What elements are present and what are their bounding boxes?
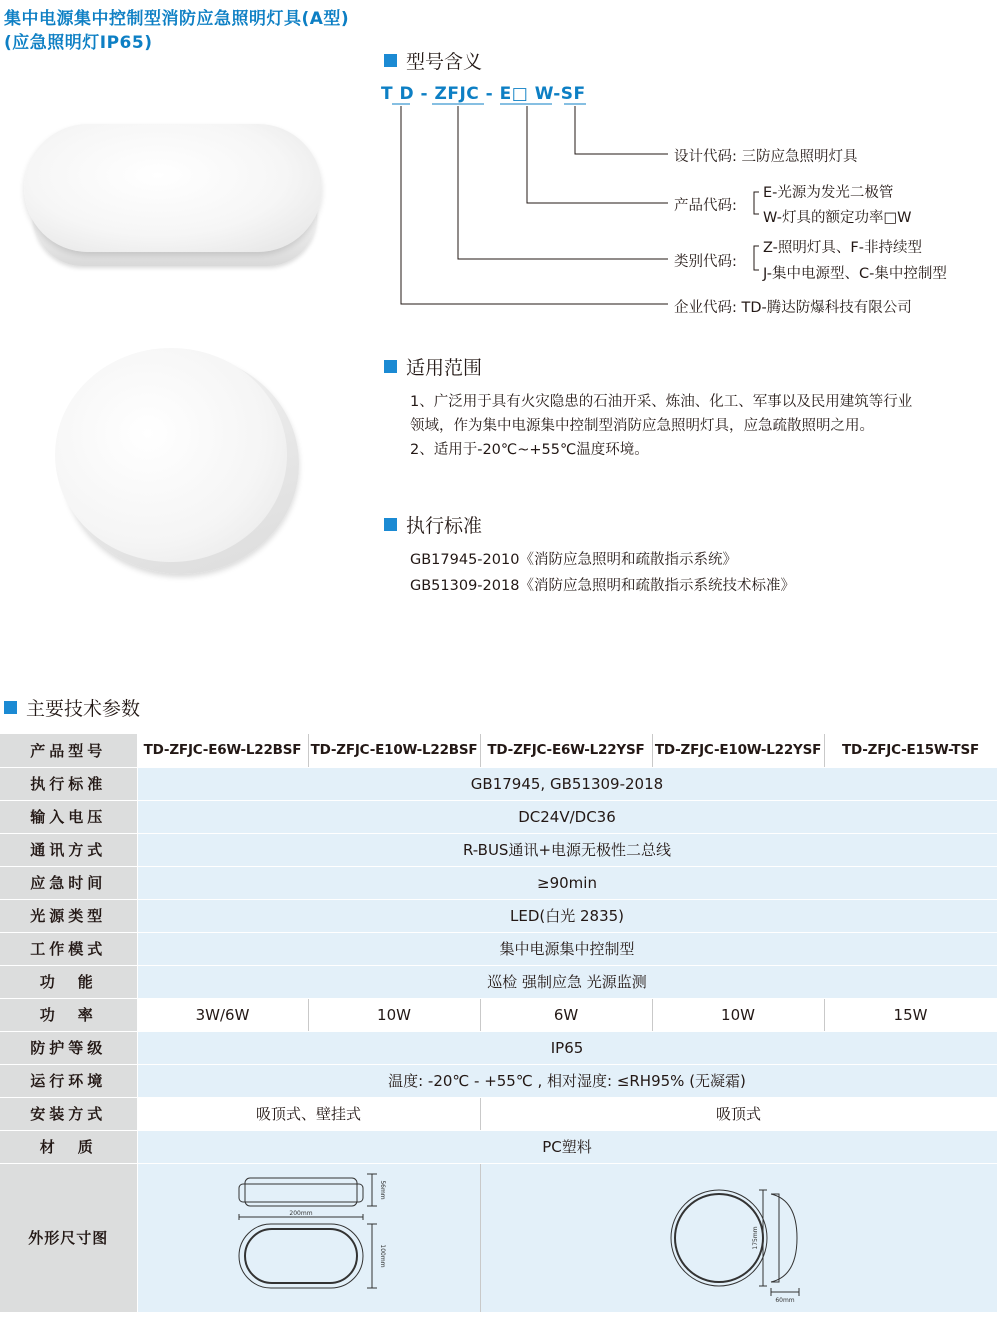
table-row — [0, 1130, 997, 1163]
table-row — [0, 1097, 997, 1130]
specs-table — [0, 734, 997, 1313]
scope-line-3: 2、适用于-20℃~+55℃温度环境。 — [410, 442, 649, 458]
environment-value: 温度: -20℃ - +55℃ , 相对湿度: ≤RH95% (无凝霜) — [137, 1064, 997, 1097]
model-cell: TD-ZFJC-E6W-L22YSF — [480, 734, 652, 767]
protection-label: 防护等级 — [0, 1031, 137, 1064]
page-title: 集中电源集中控制型消防应急照明灯具(A型) — [4, 9, 350, 29]
dimension-label: 外形尺寸图 — [0, 1163, 137, 1312]
page-subtitle: (应急照明灯IP65) — [4, 33, 153, 53]
model-cell: TD-ZFJC-E15W-TSF — [824, 734, 997, 767]
install-value-a: 吸顶式、壁挂式 — [137, 1097, 480, 1130]
oval-depth-label: 100mm — [378, 1243, 386, 1268]
model-label: 产品型号 — [0, 734, 137, 767]
company-code-label: 企业代码: TD-腾达防爆科技有限公司 — [674, 300, 912, 316]
oval-width-label: 200mm — [288, 1209, 313, 1217]
row-label: 通讯方式 — [0, 833, 137, 866]
table-row — [0, 833, 997, 866]
row-value: ≥90min — [137, 866, 997, 899]
category-code-item-1: Z-照明灯具、F-非持续型 — [763, 240, 922, 256]
row-value: 巡检 强制应急 光源监测 — [137, 965, 997, 998]
section-marker-icon — [384, 360, 397, 373]
row-value: GB17945, GB51309-2018 — [137, 767, 997, 800]
power-cell: 3W/6W — [137, 998, 308, 1031]
standard-line-2: GB51309-2018《消防应急照明和疏散指示系统技术标准》 — [410, 578, 795, 594]
table-row — [0, 734, 997, 767]
install-label: 安装方式 — [0, 1097, 137, 1130]
section-marker-icon — [4, 701, 17, 714]
category-code-item-2: J-集中电源型、C-集中控制型 — [763, 266, 947, 282]
table-row — [0, 1031, 997, 1064]
table-row — [0, 932, 997, 965]
row-label: 输入电压 — [0, 800, 137, 833]
standards-heading: 执行标准 — [384, 511, 482, 538]
install-value-b: 吸顶式 — [480, 1097, 997, 1130]
product-code-item-1: E-光源为发光二极管 — [763, 185, 894, 201]
round-diameter-label: 175mm — [751, 1225, 759, 1250]
row-label: 工作模式 — [0, 932, 137, 965]
power-cell: 10W — [652, 998, 824, 1031]
model-cell: TD-ZFJC-E6W-L22BSF — [137, 734, 308, 767]
table-row — [0, 800, 997, 833]
row-value: 集中电源集中控制型 — [137, 932, 997, 965]
table-row — [0, 965, 997, 998]
table-row — [0, 1064, 997, 1097]
power-cell: 15W — [824, 998, 997, 1031]
round-lamp-image — [55, 348, 299, 574]
row-label: 功 能 — [0, 965, 137, 998]
round-dimension-drawing — [480, 1163, 997, 1312]
model-code: T D - ZFJC - E□ W-SF — [381, 84, 586, 104]
power-label: 功 率 — [0, 998, 137, 1031]
row-label: 光源类型 — [0, 899, 137, 932]
power-cell: 6W — [480, 998, 652, 1031]
standard-line-1: GB17945-2010《消防应急照明和疏散指示系统》 — [410, 552, 737, 568]
material-label: 材 质 — [0, 1130, 137, 1163]
oval-dimension-drawing — [137, 1163, 480, 1312]
environment-label: 运行环境 — [0, 1064, 137, 1097]
model-cell: TD-ZFJC-E10W-L22BSF — [308, 734, 480, 767]
oval-height-label: 56mm — [378, 1179, 386, 1200]
design-code-label: 设计代码: 三防应急照明灯具 — [674, 149, 858, 165]
row-value: R-BUS通讯+电源无极性二总线 — [137, 833, 997, 866]
table-row — [0, 1163, 997, 1312]
scope-line-1: 1、广泛用于具有火灾隐患的石油开采、炼油、化工、军事以及民用建筑等行业 — [410, 394, 913, 410]
product-code-item-2: W-灯具的额定功率□W — [763, 210, 912, 226]
model-meaning-heading: 型号含义 — [384, 47, 482, 74]
round-height-label: 60mm — [774, 1296, 795, 1304]
table-row — [0, 866, 997, 899]
row-label: 应急时间 — [0, 866, 137, 899]
model-cell: TD-ZFJC-E10W-L22YSF — [652, 734, 824, 767]
table-row — [0, 767, 997, 800]
category-code-label: 类别代码: — [674, 254, 737, 270]
scope-heading: 适用范围 — [384, 353, 482, 380]
section-marker-icon — [384, 518, 397, 531]
table-row — [0, 899, 997, 932]
row-value: DC24V/DC36 — [137, 800, 997, 833]
row-label: 执行标准 — [0, 767, 137, 800]
protection-value: IP65 — [137, 1031, 997, 1064]
row-value: LED(白光 2835) — [137, 899, 997, 932]
table-row — [0, 998, 997, 1031]
specs-heading: 主要技术参数 — [4, 694, 140, 721]
product-code-label: 产品代码: — [674, 198, 737, 214]
scope-line-2: 领域，作为集中电源集中控制型消防应急照明灯具，应急疏散照明之用。 — [410, 418, 874, 434]
power-cell: 10W — [308, 998, 480, 1031]
material-value: PC塑料 — [137, 1130, 997, 1163]
